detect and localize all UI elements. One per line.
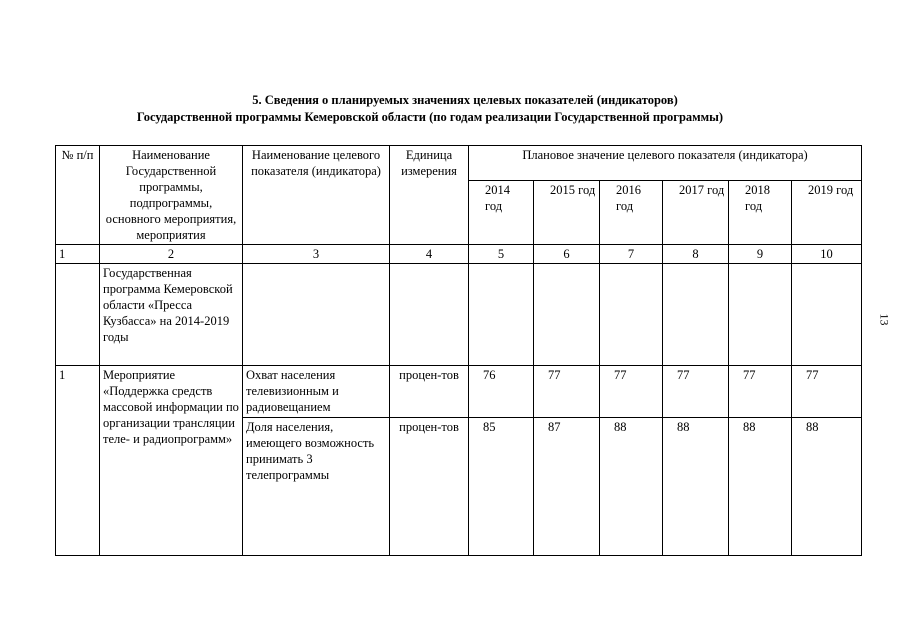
empty-cell [243,264,390,366]
column-number: 4 [390,245,469,264]
header-planned: Плановое значение целевого показателя (индикатора) [469,146,862,181]
indicator-unit-cell: процен-тов [390,366,469,418]
title-line-1: 5. Сведения о планируемых значениях целевых показателей (индикаторов) [252,93,678,107]
header-unit: Единица измерения [390,146,469,245]
empty-cell [534,264,600,366]
empty-cell [469,264,534,366]
column-number: 7 [600,245,663,264]
empty-cell [390,264,469,366]
indicator-value-cell: 87 [534,418,600,556]
indicators-table [55,145,862,556]
column-number: 5 [469,245,534,264]
header-program-name: Наименование Государственной программы, подпрограммы, основного мероприятия, мероприятия [100,146,243,245]
header-year: 2014 год [469,180,534,244]
indicator-value-cell: 88 [600,418,663,556]
page-number: 13 [877,313,892,326]
title-line-2: Государственной программы Кемеровской области (по годам реализации Государственной программы) [136,110,724,124]
column-number-row [56,245,862,264]
column-number: 8 [663,245,729,264]
indicator-value-cell: 77 [534,366,600,418]
empty-cell [792,264,862,366]
activity-row-1 [56,366,862,418]
activity-name-cell: Мероприятие «Поддержка средств массовой информации по организации трансляции теле- и радиопрограмм» [100,366,243,556]
indicator-value-cell: 77 [663,366,729,418]
program-row [56,264,862,366]
empty-cell [663,264,729,366]
column-number: 6 [534,245,600,264]
program-no-cell [56,264,100,366]
column-number: 3 [243,245,390,264]
indicator-name-cell: Доля населения, имеющего возможность принимать 3 телепрограммы [243,418,390,556]
header-year: 2015 год [534,180,600,244]
header-row-1 [56,146,862,181]
indicator-value-cell: 77 [600,366,663,418]
empty-cell [600,264,663,366]
header-year: 2016 год [600,180,663,244]
document-title [0,92,860,126]
indicator-value-cell: 85 [469,418,534,556]
activity-no-cell: 1 [56,366,100,556]
empty-cell [729,264,792,366]
indicator-value-cell: 88 [663,418,729,556]
column-number: 9 [729,245,792,264]
header-indicator-name: Наименование целевого показателя (индикатора) [243,146,390,245]
indicator-value-cell: 77 [729,366,792,418]
header-year: 2017 год [663,180,729,244]
indicator-name-cell: Охват населения телевизионным и радиовещанием [243,366,390,418]
indicator-value-cell: 88 [792,418,862,556]
indicator-value-cell: 77 [792,366,862,418]
program-name-cell: Государственная программа Кемеровской области «Пресса Кузбасса» на 2014-2019 годы [100,264,243,366]
indicator-value-cell: 76 [469,366,534,418]
indicator-value-cell: 88 [729,418,792,556]
indicator-unit-cell: процен-тов [390,418,469,556]
header-year: 2019 год [792,180,862,244]
column-number: 1 [56,245,100,264]
column-number: 2 [100,245,243,264]
column-number: 10 [792,245,862,264]
header-no: № п/п [56,146,100,245]
header-year: 2018 год [729,180,792,244]
